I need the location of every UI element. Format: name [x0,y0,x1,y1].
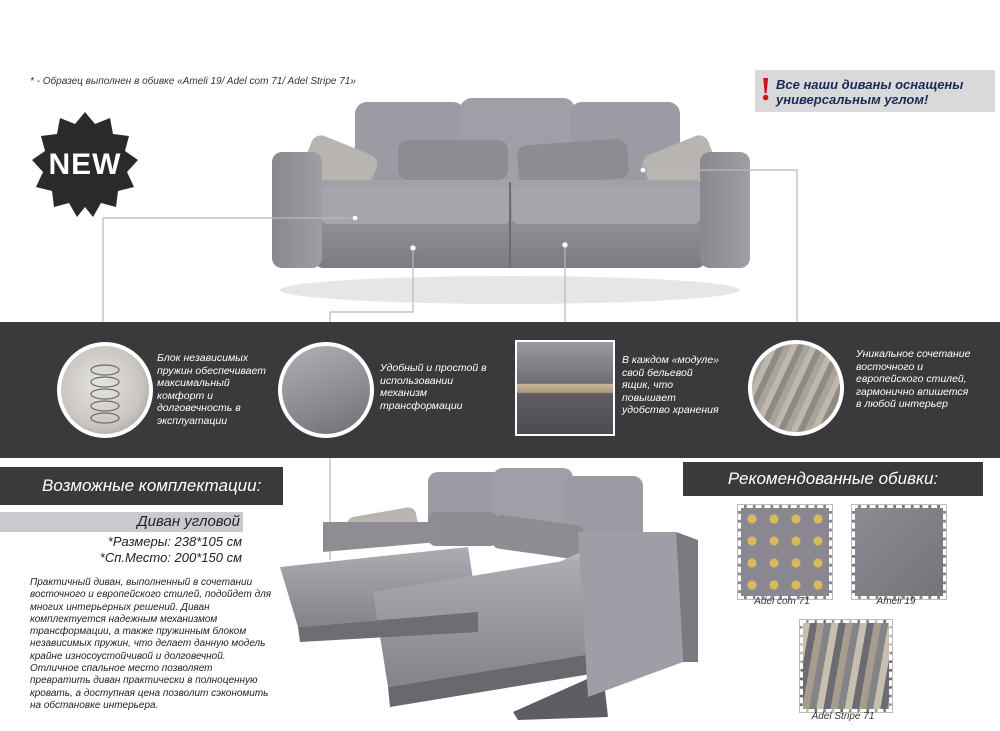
feature-storage-text: В каждом «модуле» свой бельевой ящик, что повышает удобство хранения [622,354,719,416]
feature-springs-text: Блок независимых пружин обеспечивает максимальный комфорт и долговечность в эксплуатации [157,352,266,427]
swatch-adel-com-71 [738,505,832,599]
model-description: Практичный диван, выполненный в сочетании восточного и европейского стилей, подойдет для многих интерьерных решений. Диван комплектуется надежным механизмом трансформации, а также пружинным блоком независимых пружин, что делает данную модель крайне износоустойчивой и долговечной. Отличное спальное место позволяет превратить диван практически в полноценную кровать, а доступная цена позволит сэкономить на обстановке интерьера. [30,577,272,711]
swatch-adel-stripe-71 [800,620,892,712]
model-title: Диван угловой [137,513,240,530]
swatch-label-ameli-19: Ameli 19 [876,596,916,607]
spring-block-image [57,342,153,438]
sofa-corner-image [278,462,700,724]
size-spec: *Размеры: 238*105 см [107,534,242,549]
fabrics-title: Рекомендованные обивки: [683,462,983,496]
storage-box-image [515,340,615,436]
feature-mechanism-text: Удобный и простой в использовании механизм трансформации [380,362,487,412]
configurations-title: Возможные комплектации: [0,467,283,505]
sample-note: * - Образец выполнен в обивке «Ameli 19/ Adel com 71/ Adel Stripe 71» [30,76,356,87]
banner-text: Все наши диваны оснащены универсальным углом! [776,77,964,107]
swatch-label-adel-com-71: Adel com 71 [754,596,810,607]
feature-style-text: Уникальное сочетание восточного и европейского стилей, гармонично впишется в любой интерьер [856,348,971,410]
swatch-ameli-19 [852,505,946,599]
new-badge-label: NEW [48,148,122,181]
pillow-detail-image [748,340,844,436]
swatch-label-adel-stripe-71: Adel Stripe 71 [811,711,875,722]
mechanism-image [278,342,374,438]
sleep-spec: *Сп.Место: 200*150 см [99,550,242,565]
exclamation-icon: ! [760,71,772,108]
